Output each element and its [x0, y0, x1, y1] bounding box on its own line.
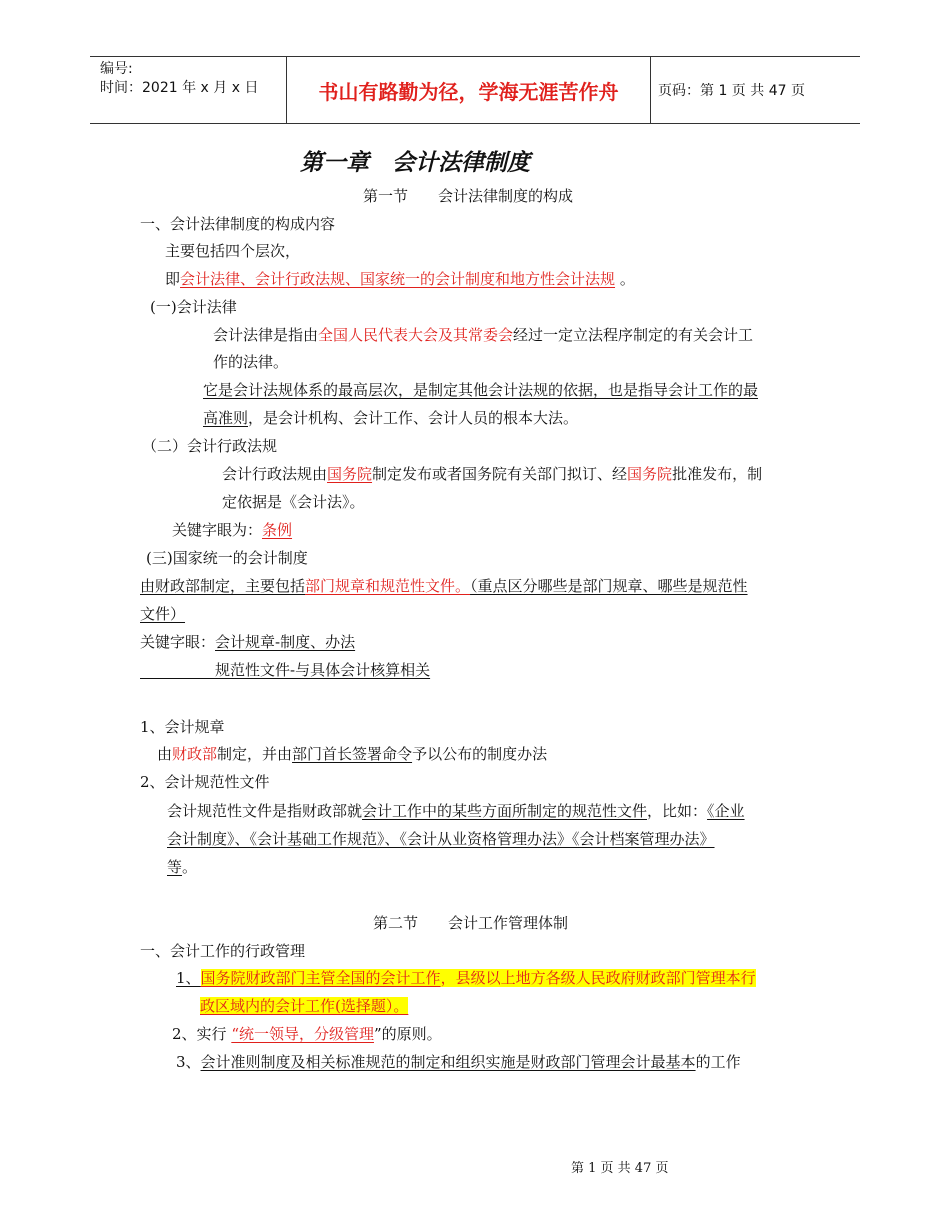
keyword-line — [140, 660, 430, 680]
text: 。 — [182, 858, 198, 876]
paragraph — [200, 996, 408, 1016]
paragraph: 主要包括四个层次， — [165, 242, 301, 260]
highlight-text: “统一领导，分级管理 — [231, 1025, 374, 1043]
paragraph — [222, 464, 762, 484]
subheading: (三)国家统一的会计制度 — [146, 549, 308, 567]
chapter-title: 第一章 会计法律制度 — [300, 150, 530, 176]
text: 。 — [619, 270, 635, 288]
highlight-text: 国务院财政部门主管全国的会计工作 — [200, 969, 441, 987]
paragraph — [167, 801, 745, 821]
text: 即 — [165, 270, 181, 288]
paragraph — [176, 1052, 741, 1072]
paragraph — [203, 408, 578, 428]
keyword: 会计规章-制度、办法 — [215, 633, 356, 651]
underlined-text: 它是会计法规体系的最高层次，是制定其他会计法规的依据，也是指导会计工作的最 — [203, 381, 759, 399]
text: 2、实行 — [172, 1025, 232, 1043]
paragraph — [176, 968, 756, 988]
keyword: 规范性文件-与具体会计核算相关 — [215, 661, 431, 679]
keyword: 条例 — [262, 521, 293, 539]
highlight-text: 国务院 — [627, 465, 673, 483]
highlight-text: 国务院 — [327, 465, 373, 483]
underlined-text: 高准则 — [203, 409, 249, 427]
underlined-text: 由财政部制定，主要包括 — [140, 577, 306, 595]
underlined-text: （重点区分哪些是部门规章、哪些是规范性 — [470, 577, 748, 595]
highlight-text: 会计法律、会计行政法规、国家统一的会计制度和地方性会计法规 — [180, 270, 616, 288]
text: 3、 — [176, 1053, 201, 1071]
text: 制定，并由 — [217, 745, 293, 763]
highlight-text: 部门规章和规范性文件。 — [305, 577, 471, 595]
highlight-text: 全国人民代表大会及其常委会 — [318, 326, 514, 344]
section-title: 第二节 会计工作管理体制 — [373, 914, 569, 932]
paragraph — [213, 325, 753, 345]
text: 关键字眼为： — [172, 521, 263, 539]
paragraph: 定依据是《会计法》。 — [222, 493, 365, 511]
highlight-text: ，县级以上地方各级人民政府财政部门管理本行 — [440, 969, 756, 987]
heading: 一、会计工作的行政管理 — [140, 942, 306, 960]
subheading: (一)会计法律 — [150, 298, 237, 316]
header-motto: 书山有路勤为径，学海无涯苦作舟 — [318, 79, 619, 104]
text: 1、 — [176, 969, 201, 987]
text — [140, 661, 215, 679]
paragraph — [165, 269, 635, 289]
paragraph — [172, 1024, 442, 1044]
text: ，比如： — [647, 802, 708, 820]
section-title: 第一节 会计法律制度的构成 — [363, 187, 574, 205]
paragraph — [140, 576, 748, 596]
list-item-title: 2、会计规范性文件 — [140, 773, 270, 791]
text: 批准发布，制 — [672, 465, 763, 483]
text: 制定发布或者国务院有关部门拟订、经 — [372, 465, 628, 483]
page-footer: 第 1 页 共 47 页 — [571, 1161, 669, 1176]
header-meta — [100, 60, 258, 98]
heading: 一、会计法律制度的构成内容 — [140, 215, 336, 233]
header-number-label: 编号: — [100, 61, 133, 77]
underlined-text: 等 — [167, 858, 183, 876]
text: 予以公布的制度办法 — [412, 745, 548, 763]
underlined-text: 文件） — [140, 605, 186, 623]
subheading: （二）会计行政法规 — [142, 437, 278, 455]
paragraph: 作的法律。 — [213, 353, 289, 371]
text: 会计法律是指由 — [213, 326, 319, 344]
underlined-text: 《企业 — [707, 802, 745, 820]
paragraph — [167, 829, 715, 849]
header-time-label: 时间：2021 年 x 月 x 日 — [100, 80, 259, 96]
underlined-text: 部门首长签署命令 — [292, 745, 413, 763]
text: 会计行政法规由 — [222, 465, 328, 483]
text: 经过一定立法程序制定的有关会计工 — [513, 326, 754, 344]
paragraph — [140, 604, 185, 624]
header-page-info: 页码：第 1 页 共 47 页 — [658, 83, 805, 99]
highlight-text: 财政部 — [172, 745, 218, 763]
text: ”的原则。 — [373, 1025, 442, 1043]
paragraph — [203, 380, 758, 400]
text: 关键字眼： — [140, 633, 216, 651]
underlined-text: 会计工作中的某些方面所制定的规范性文件 — [362, 802, 648, 820]
text: ，是会计机构、会计工作、会计人员的根本大法。 — [248, 409, 579, 427]
text: 会计规范性文件是指财政部就 — [167, 802, 363, 820]
highlight-text: 政区域内的会计工作(选择题）。 — [200, 997, 409, 1015]
underlined-text: 会计制度》、《会计基础工作规范》、《会计从业资格管理办法》《会计档案管理办法》 — [167, 830, 715, 848]
paragraph — [157, 744, 547, 764]
keyword-line — [172, 520, 292, 540]
keyword-line — [140, 632, 355, 652]
text: 由 — [157, 745, 173, 763]
paragraph — [167, 857, 197, 877]
list-item-title: 1、会计规章 — [140, 718, 225, 736]
underlined-text: 会计准则制度及相关标准规范的制定和组织实施是财政部门管理会计最基本 — [200, 1053, 696, 1071]
text: 的工作 — [695, 1053, 741, 1071]
page-header — [90, 56, 860, 124]
